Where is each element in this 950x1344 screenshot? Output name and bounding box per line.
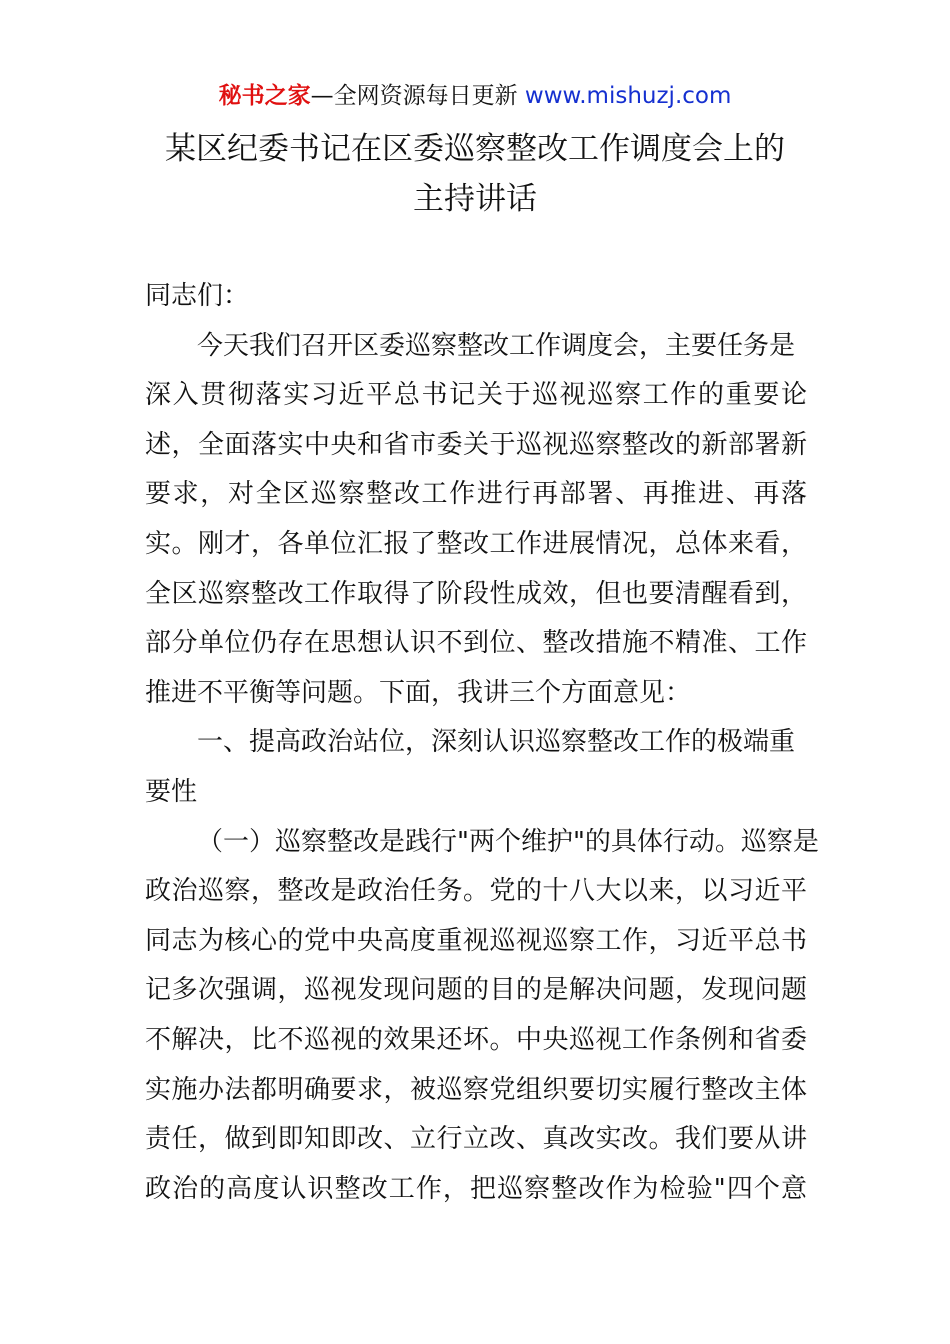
site-brand: 秘书之家: [218, 83, 311, 109]
paragraph-line: 记多次强调，巡视发现问题的目的是解决问题，发现问题: [145, 975, 807, 1006]
paragraph-line: 述，全面落实中央和省市委关于巡视巡察整改的新部署新: [145, 429, 807, 460]
title-line-1: 某区纪委书记在区委巡察整改工作调度会上的: [165, 131, 785, 167]
paragraph-line: （一）巡察整改是践行"两个维护"的具体行动。巡察是: [197, 826, 819, 857]
paragraph-line: 实施办法都明确要求，被巡察党组织要切实履行整改主体: [145, 1074, 807, 1105]
site-header: [0, 80, 950, 112]
paragraph-line: 实。刚才，各单位汇报了整改工作进展情况，总体来看，: [145, 528, 807, 559]
section-heading-line: 要性: [145, 776, 198, 807]
salutation: 同志们：: [145, 281, 250, 311]
paragraph-line: 政治的高度认识整改工作，把巡察整改作为检验"四个意: [145, 1173, 807, 1204]
site-url-link[interactable]: www.mishuzj.com: [524, 83, 732, 109]
paragraph-line: 全区巡察整改工作取得了阶段性成效，但也要清醒看到，: [145, 578, 807, 609]
paragraph-line: 政治巡察，整改是政治任务。党的十八大以来，以习近平: [145, 876, 807, 907]
paragraph-line: 今天我们召开区委巡察整改工作调度会，主要任务是: [197, 330, 796, 361]
document-title: [0, 124, 950, 224]
section-heading-line: 一、提高政治站位，深刻认识巡察整改工作的极端重: [197, 727, 796, 758]
paragraph-line: 责任，做到即知即改、立行立改、真改实改。我们要从讲: [145, 1124, 807, 1155]
paragraph-line: 不解决，比不巡视的效果还坏。中央巡视工作条例和省委: [145, 1024, 807, 1055]
paragraph-line: 同志为核心的党中央高度重视巡视巡察工作，习近平总书: [145, 925, 807, 956]
document-body: [145, 272, 819, 1214]
paragraph-line: 要求，对全区巡察整改工作进行再部署、再推进、再落: [145, 479, 807, 510]
paragraph-line: 部分单位仍存在思想认识不到位、整改措施不精准、工作: [145, 628, 807, 659]
paragraph-line: 推进不平衡等问题。下面，我讲三个方面意见：: [145, 677, 692, 708]
paragraph-line: 深入贯彻落实习近平总书记关于巡视巡察工作的重要论: [145, 380, 807, 411]
site-tagline: —全网资源每日更新: [310, 83, 525, 109]
title-line-2: 主持讲话: [413, 181, 537, 217]
